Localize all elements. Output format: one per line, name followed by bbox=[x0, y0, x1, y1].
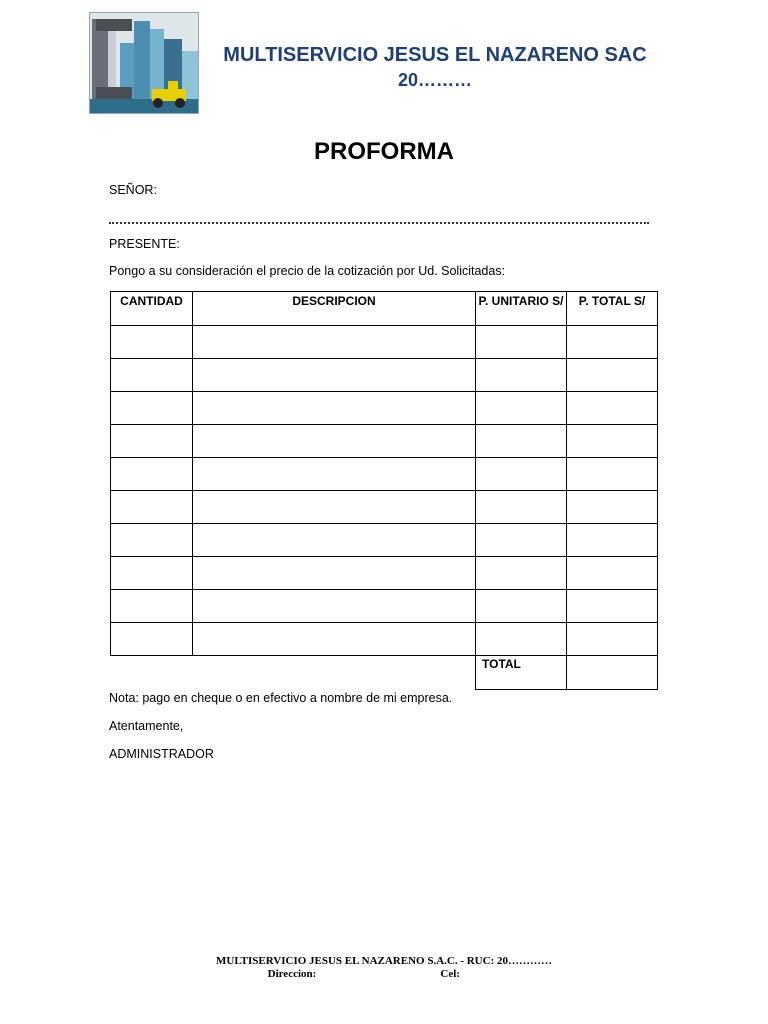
table-row bbox=[111, 326, 658, 359]
qty-cell bbox=[111, 557, 193, 590]
table-row bbox=[111, 458, 658, 491]
total-price-cell bbox=[567, 623, 658, 656]
table-row bbox=[111, 557, 658, 590]
header-unit-price: P. UNITARIO S/ bbox=[476, 292, 567, 326]
unit-price-cell bbox=[476, 425, 567, 458]
table-row bbox=[111, 392, 658, 425]
description-cell bbox=[193, 491, 476, 524]
table-row bbox=[111, 491, 658, 524]
description-cell bbox=[193, 524, 476, 557]
total-price-cell bbox=[567, 557, 658, 590]
total-value-cell bbox=[567, 656, 658, 690]
description-cell bbox=[193, 590, 476, 623]
total-price-cell bbox=[567, 458, 658, 491]
qty-cell bbox=[111, 524, 193, 557]
payment-note: Nota: pago en cheque o en efectivo a nombre de mi empresa. bbox=[109, 691, 453, 705]
unit-price-cell bbox=[476, 623, 567, 656]
intro-text: Pongo a su consideración el precio de la cotización por Ud. Solicitadas: bbox=[109, 264, 506, 278]
table-row bbox=[111, 590, 658, 623]
header-total-price: P. TOTAL S/ bbox=[567, 292, 658, 326]
table-body bbox=[111, 326, 658, 690]
total-spacer bbox=[111, 656, 193, 690]
description-cell bbox=[193, 359, 476, 392]
table-row bbox=[111, 524, 658, 557]
qty-cell bbox=[111, 623, 193, 656]
table-row bbox=[111, 623, 658, 656]
table-row bbox=[111, 425, 658, 458]
total-spacer bbox=[193, 656, 476, 690]
total-price-cell bbox=[567, 491, 658, 524]
company-name: MULTISERVICIO JESUS EL NAZARENO SAC bbox=[223, 44, 647, 66]
footer-company-line: MULTISERVICIO JESUS EL NAZARENO S.A.C. - RUC: 20………… bbox=[216, 955, 552, 967]
unit-price-cell bbox=[476, 590, 567, 623]
total-price-cell bbox=[567, 425, 658, 458]
company-logo bbox=[89, 12, 199, 114]
qty-cell bbox=[111, 458, 193, 491]
header-cantidad: CANTIDAD bbox=[111, 292, 193, 326]
total-price-cell bbox=[567, 392, 658, 425]
unit-price-cell bbox=[476, 557, 567, 590]
qty-cell bbox=[111, 425, 193, 458]
logo-graphic bbox=[90, 13, 198, 113]
unit-price-cell bbox=[476, 359, 567, 392]
table-header-row bbox=[111, 292, 658, 326]
description-cell bbox=[193, 326, 476, 359]
description-cell bbox=[193, 458, 476, 491]
total-label: TOTAL bbox=[476, 656, 567, 690]
description-cell bbox=[193, 392, 476, 425]
total-price-cell bbox=[567, 590, 658, 623]
header-descripcion: DESCRIPCION bbox=[193, 292, 476, 326]
unit-price-cell bbox=[476, 491, 567, 524]
total-row bbox=[111, 656, 658, 690]
unit-price-cell bbox=[476, 524, 567, 557]
description-cell bbox=[193, 557, 476, 590]
regards-text: Atentamente, bbox=[109, 719, 184, 733]
footer-phone-label: Cel: bbox=[440, 968, 460, 980]
senor-label: SEÑOR: bbox=[109, 183, 157, 197]
unit-price-cell bbox=[476, 392, 567, 425]
qty-cell bbox=[111, 359, 193, 392]
qty-cell bbox=[111, 392, 193, 425]
company-ruc: 20……… bbox=[397, 70, 473, 90]
qty-cell bbox=[111, 326, 193, 359]
signer-title: ADMINISTRADOR bbox=[109, 747, 214, 761]
senor-fill-line bbox=[109, 212, 649, 224]
qty-cell bbox=[111, 491, 193, 524]
total-price-cell bbox=[567, 359, 658, 392]
qty-cell bbox=[111, 590, 193, 623]
document-title: PROFORMA bbox=[314, 138, 454, 165]
table-row bbox=[111, 359, 658, 392]
unit-price-cell bbox=[476, 458, 567, 491]
total-price-cell bbox=[567, 326, 658, 359]
footer-address-label: Direccion: bbox=[267, 968, 317, 980]
total-price-cell bbox=[567, 524, 658, 557]
description-cell bbox=[193, 623, 476, 656]
footer-contact-line bbox=[0, 968, 768, 980]
presente-label: PRESENTE: bbox=[109, 237, 180, 251]
description-cell bbox=[193, 425, 476, 458]
quote-table bbox=[110, 291, 658, 690]
unit-price-cell bbox=[476, 326, 567, 359]
